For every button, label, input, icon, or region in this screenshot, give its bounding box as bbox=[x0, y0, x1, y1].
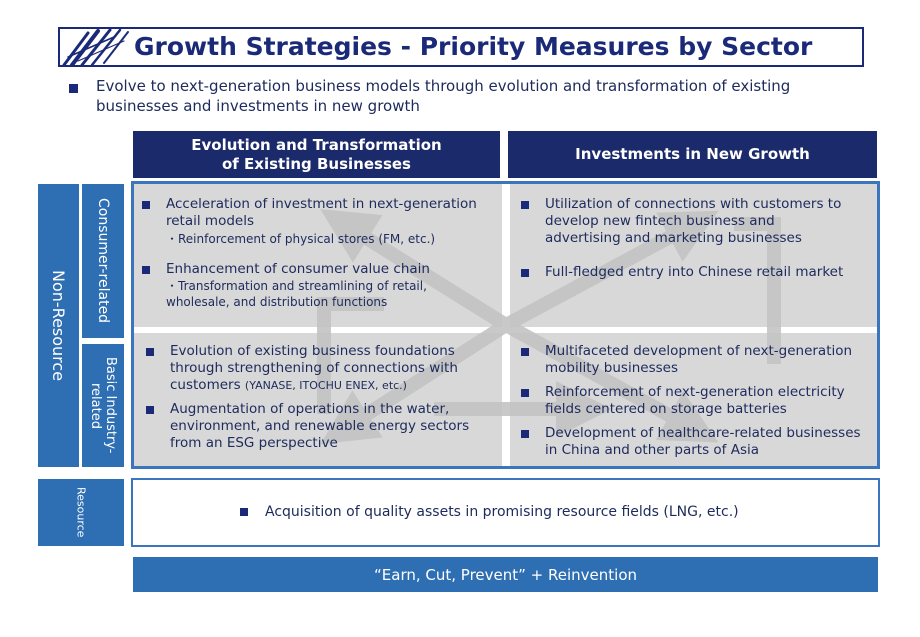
list-item: Reinforcement of next-generation electricity fields centered on storage batteries bbox=[545, 384, 845, 417]
list-item: Augmentation of operations in the water, environment, and renewable energy sectors from an ESG perspective bbox=[170, 401, 470, 451]
bullet-square-icon bbox=[521, 269, 529, 277]
bullet-square-icon bbox=[521, 389, 529, 397]
bullet-square-icon bbox=[142, 201, 150, 209]
bullet-square-icon bbox=[521, 201, 529, 209]
bullet-square-icon bbox=[146, 348, 154, 356]
row-label-basic-industry-text: Basic Industry-related bbox=[88, 357, 118, 454]
list-item-note: (YANASE, ITOCHU ENEX, etc.) bbox=[244, 379, 407, 392]
row-label-non-resource: Non-Resource bbox=[38, 184, 79, 467]
list-item: Multifaceted development of next-generation mobility businesses bbox=[545, 343, 853, 376]
bullet-square-icon bbox=[521, 430, 529, 438]
list-item: Acceleration of investment in next-generation retail models bbox=[166, 196, 477, 229]
column-header-investments-label: Investments in New Growth bbox=[575, 145, 810, 163]
title-decoration bbox=[58, 27, 136, 67]
list-item-text: Evolution of existing business foundations through strengthening of connections with customers bbox=[170, 343, 458, 393]
list-item: Development of healthcare-related businesses in China and other parts of Asia bbox=[545, 425, 861, 458]
page-title: Growth Strategies - Priority Measures by Sector bbox=[134, 32, 813, 61]
list-item-sub: ・Reinforcement of physical stores (FM, etc.) bbox=[166, 232, 436, 246]
bullet-square-icon bbox=[142, 266, 150, 274]
column-header-investments bbox=[508, 131, 877, 178]
bullet-square-icon bbox=[146, 406, 154, 414]
row-label-basic-industry bbox=[82, 344, 124, 467]
column-header-evolution bbox=[133, 131, 500, 178]
bullet-square-icon bbox=[240, 508, 248, 516]
list-item: Enhancement of consumer value chain bbox=[166, 261, 430, 277]
bullet-square-icon bbox=[521, 348, 529, 356]
bottom-banner: “Earn, Cut, Prevent” + Reinvention bbox=[133, 557, 878, 592]
list-item: Full-fledged entry into Chinese retail market bbox=[545, 264, 844, 280]
intro-text: Evolve to next-generation business models through evolution and transformation of existing businesses and investments in new growth bbox=[96, 77, 791, 115]
row-label-consumer: Consumer-related bbox=[82, 184, 124, 338]
column-header-evolution-label: Evolution and Transformation of Existing Businesses bbox=[191, 135, 442, 173]
list-item-sub: ・Transformation and streamlining of retail, wholesale, and distribution functions bbox=[166, 279, 427, 309]
row-label-resource: Resource bbox=[38, 479, 124, 546]
bullet-square-icon bbox=[69, 84, 78, 93]
resource-item: Acquisition of quality assets in promising resource fields (LNG, etc.) bbox=[265, 504, 739, 520]
list-item bbox=[170, 343, 480, 394]
list-item: Utilization of connections with customers to develop new fintech business and advertising and marketing businesses bbox=[545, 196, 842, 246]
